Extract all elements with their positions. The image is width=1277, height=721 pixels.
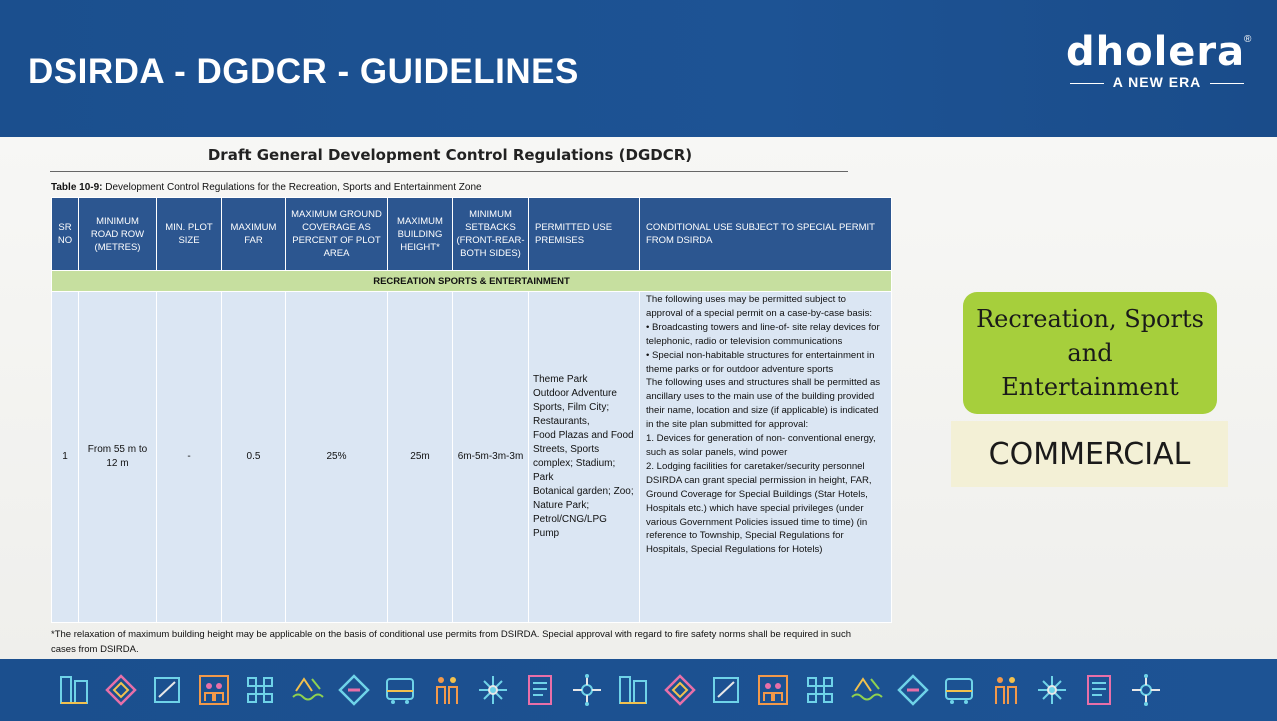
bus-icon: [942, 673, 976, 707]
city-grid-icon: [57, 673, 91, 707]
permitted-use-line: Theme Park: [533, 374, 588, 385]
col-header-plot-size: MIN. PLOT SIZE: [157, 198, 222, 271]
caption-text: Development Control Regulations for the Recreation, Sports and Entertainment Zone: [102, 182, 482, 193]
document-icon: [1082, 673, 1116, 707]
cell-setbacks: 6m-5m-3m-3m: [453, 292, 529, 623]
zone-card: [963, 292, 1217, 414]
footer-banner: [0, 659, 1277, 721]
permitted-use-line: Outdoor Adventure Sports, Film City;: [533, 388, 617, 413]
city-grid-icon: [616, 673, 650, 707]
diamond-icon: [663, 673, 697, 707]
permitted-use-line: Restaurants,: [533, 416, 590, 427]
table-caption: [51, 182, 482, 193]
col-header-height: MAXIMUM BUILDING HEIGHT*: [388, 198, 453, 271]
col-header-conditional: CONDITIONAL USE SUBJECT TO SPECIAL PERMIT FROM DSIRDA: [640, 198, 892, 271]
cell-sr: 1: [52, 292, 79, 623]
cell-coverage: 25%: [286, 292, 388, 623]
twin-figures-icon: [756, 673, 790, 707]
diamond-icon: [104, 673, 138, 707]
conditional-use-para: 1. Devices for generation of non- conventional energy, such as solar panels, wind power: [646, 433, 876, 458]
col-header-coverage: MAXIMUM GROUND COVERAGE AS PERCENT OF PLOT AREA: [286, 198, 388, 271]
dholera-logo: [1066, 30, 1256, 94]
page-title: DSIRDA - DGDCR - GUIDELINES: [28, 52, 579, 91]
cell-plot-size: -: [157, 292, 222, 623]
zone-row: [52, 271, 892, 292]
footer-icon-strip: [57, 673, 1175, 707]
zone-label: RECREATION SPORTS & ENTERTAINMENT: [52, 271, 892, 292]
col-header-road-row: MINIMUM ROAD ROW (METRES): [79, 198, 157, 271]
regulation-table: [51, 197, 892, 623]
handshake-diamond-icon: [337, 673, 371, 707]
conditional-use-para: 2. Lodging facilities for caretaker/security personnel: [646, 460, 865, 472]
circuit-icon: [476, 673, 510, 707]
col-header-sr: SR NO: [52, 198, 79, 271]
grid-pattern-icon: [243, 673, 277, 707]
registered-mark: ®: [1244, 34, 1252, 45]
tablet-icon: [150, 673, 184, 707]
circuit-icon: [1035, 673, 1069, 707]
cell-road-row: From 55 m to 12 m: [79, 292, 157, 623]
conditional-use-para: The following uses and structures shall be permitted as ancillary uses to the main use of the building provided their name, location and size (if applicable) is indicated in the site plan submitted for approval:: [646, 377, 881, 431]
table-footnote: *The relaxation of maximum building height may be applicable on the basis of conditional use permits from DSIRDA. Special approval with regard to fire safety norms shall be required in such cases from DSIRDA.: [51, 629, 851, 655]
grid-pattern-icon: [803, 673, 837, 707]
people-icon: [430, 673, 464, 707]
logo-tagline: A NEW ERA: [1066, 74, 1248, 90]
caption-label: Table 10-9:: [51, 182, 103, 193]
conditional-use-para: • Broadcasting towers and line-of- site relay devices for telephonic, radio or television communications: [646, 321, 880, 347]
document-title: Draft General Development Control Regulations (DGDCR): [207, 146, 693, 164]
conditional-use-para: • Special non-habitable structures for entertainment in theme parks or for outdoor adventure sports: [646, 349, 875, 375]
permitted-use-line: Park: [533, 472, 554, 483]
logo-wordmark: dholera: [1066, 29, 1246, 75]
network-icon: [570, 673, 604, 707]
col-header-setbacks: MINIMUM SETBACKS (FRONT-REAR-BOTH SIDES): [453, 198, 529, 271]
title-divider: [50, 171, 848, 172]
waves-icon: [849, 673, 883, 707]
people-icon: [989, 673, 1023, 707]
conditional-use-para: DSIRDA can grant special permission in height, FAR, Ground Coverage for Special Buildings (Star Hotels, Hospitals etc.) which have special privileges (under various Government Policies issued time to time) (in reference to Township, Special Regulations for Hospitals, Special Regulations for Hotels): [646, 474, 872, 556]
tablet-icon: [709, 673, 743, 707]
col-header-far: MAXIMUM FAR: [222, 198, 286, 271]
header-banner: [0, 0, 1277, 137]
cell-permitted-uses: [529, 292, 640, 623]
zone-card-label: Recreation, Sports and Entertainment: [976, 305, 1204, 401]
permitted-use-line: Food Plazas and Food Streets, Sports complex; Stadium;: [533, 430, 634, 469]
handshake-diamond-icon: [896, 673, 930, 707]
table-header-row: [52, 198, 892, 271]
cell-conditional-uses: [640, 292, 892, 623]
network-icon: [1129, 673, 1163, 707]
permitted-use-line: Botanical garden; Zoo; Nature Park; Petrol/CNG/LPG Pump: [533, 486, 634, 539]
cell-height: 25m: [388, 292, 453, 623]
col-header-permitted: PERMITTED USE PREMISES: [529, 198, 640, 271]
document-icon: [523, 673, 557, 707]
category-badge: COMMERCIAL: [951, 421, 1228, 487]
bus-icon: [383, 673, 417, 707]
conditional-use-para: The following uses may be permitted subject to approval of a special permit on a case-by-case basis:: [646, 294, 873, 319]
waves-icon: [290, 673, 324, 707]
table-row: [52, 292, 892, 623]
twin-figures-icon: [197, 673, 231, 707]
cell-far: 0.5: [222, 292, 286, 623]
